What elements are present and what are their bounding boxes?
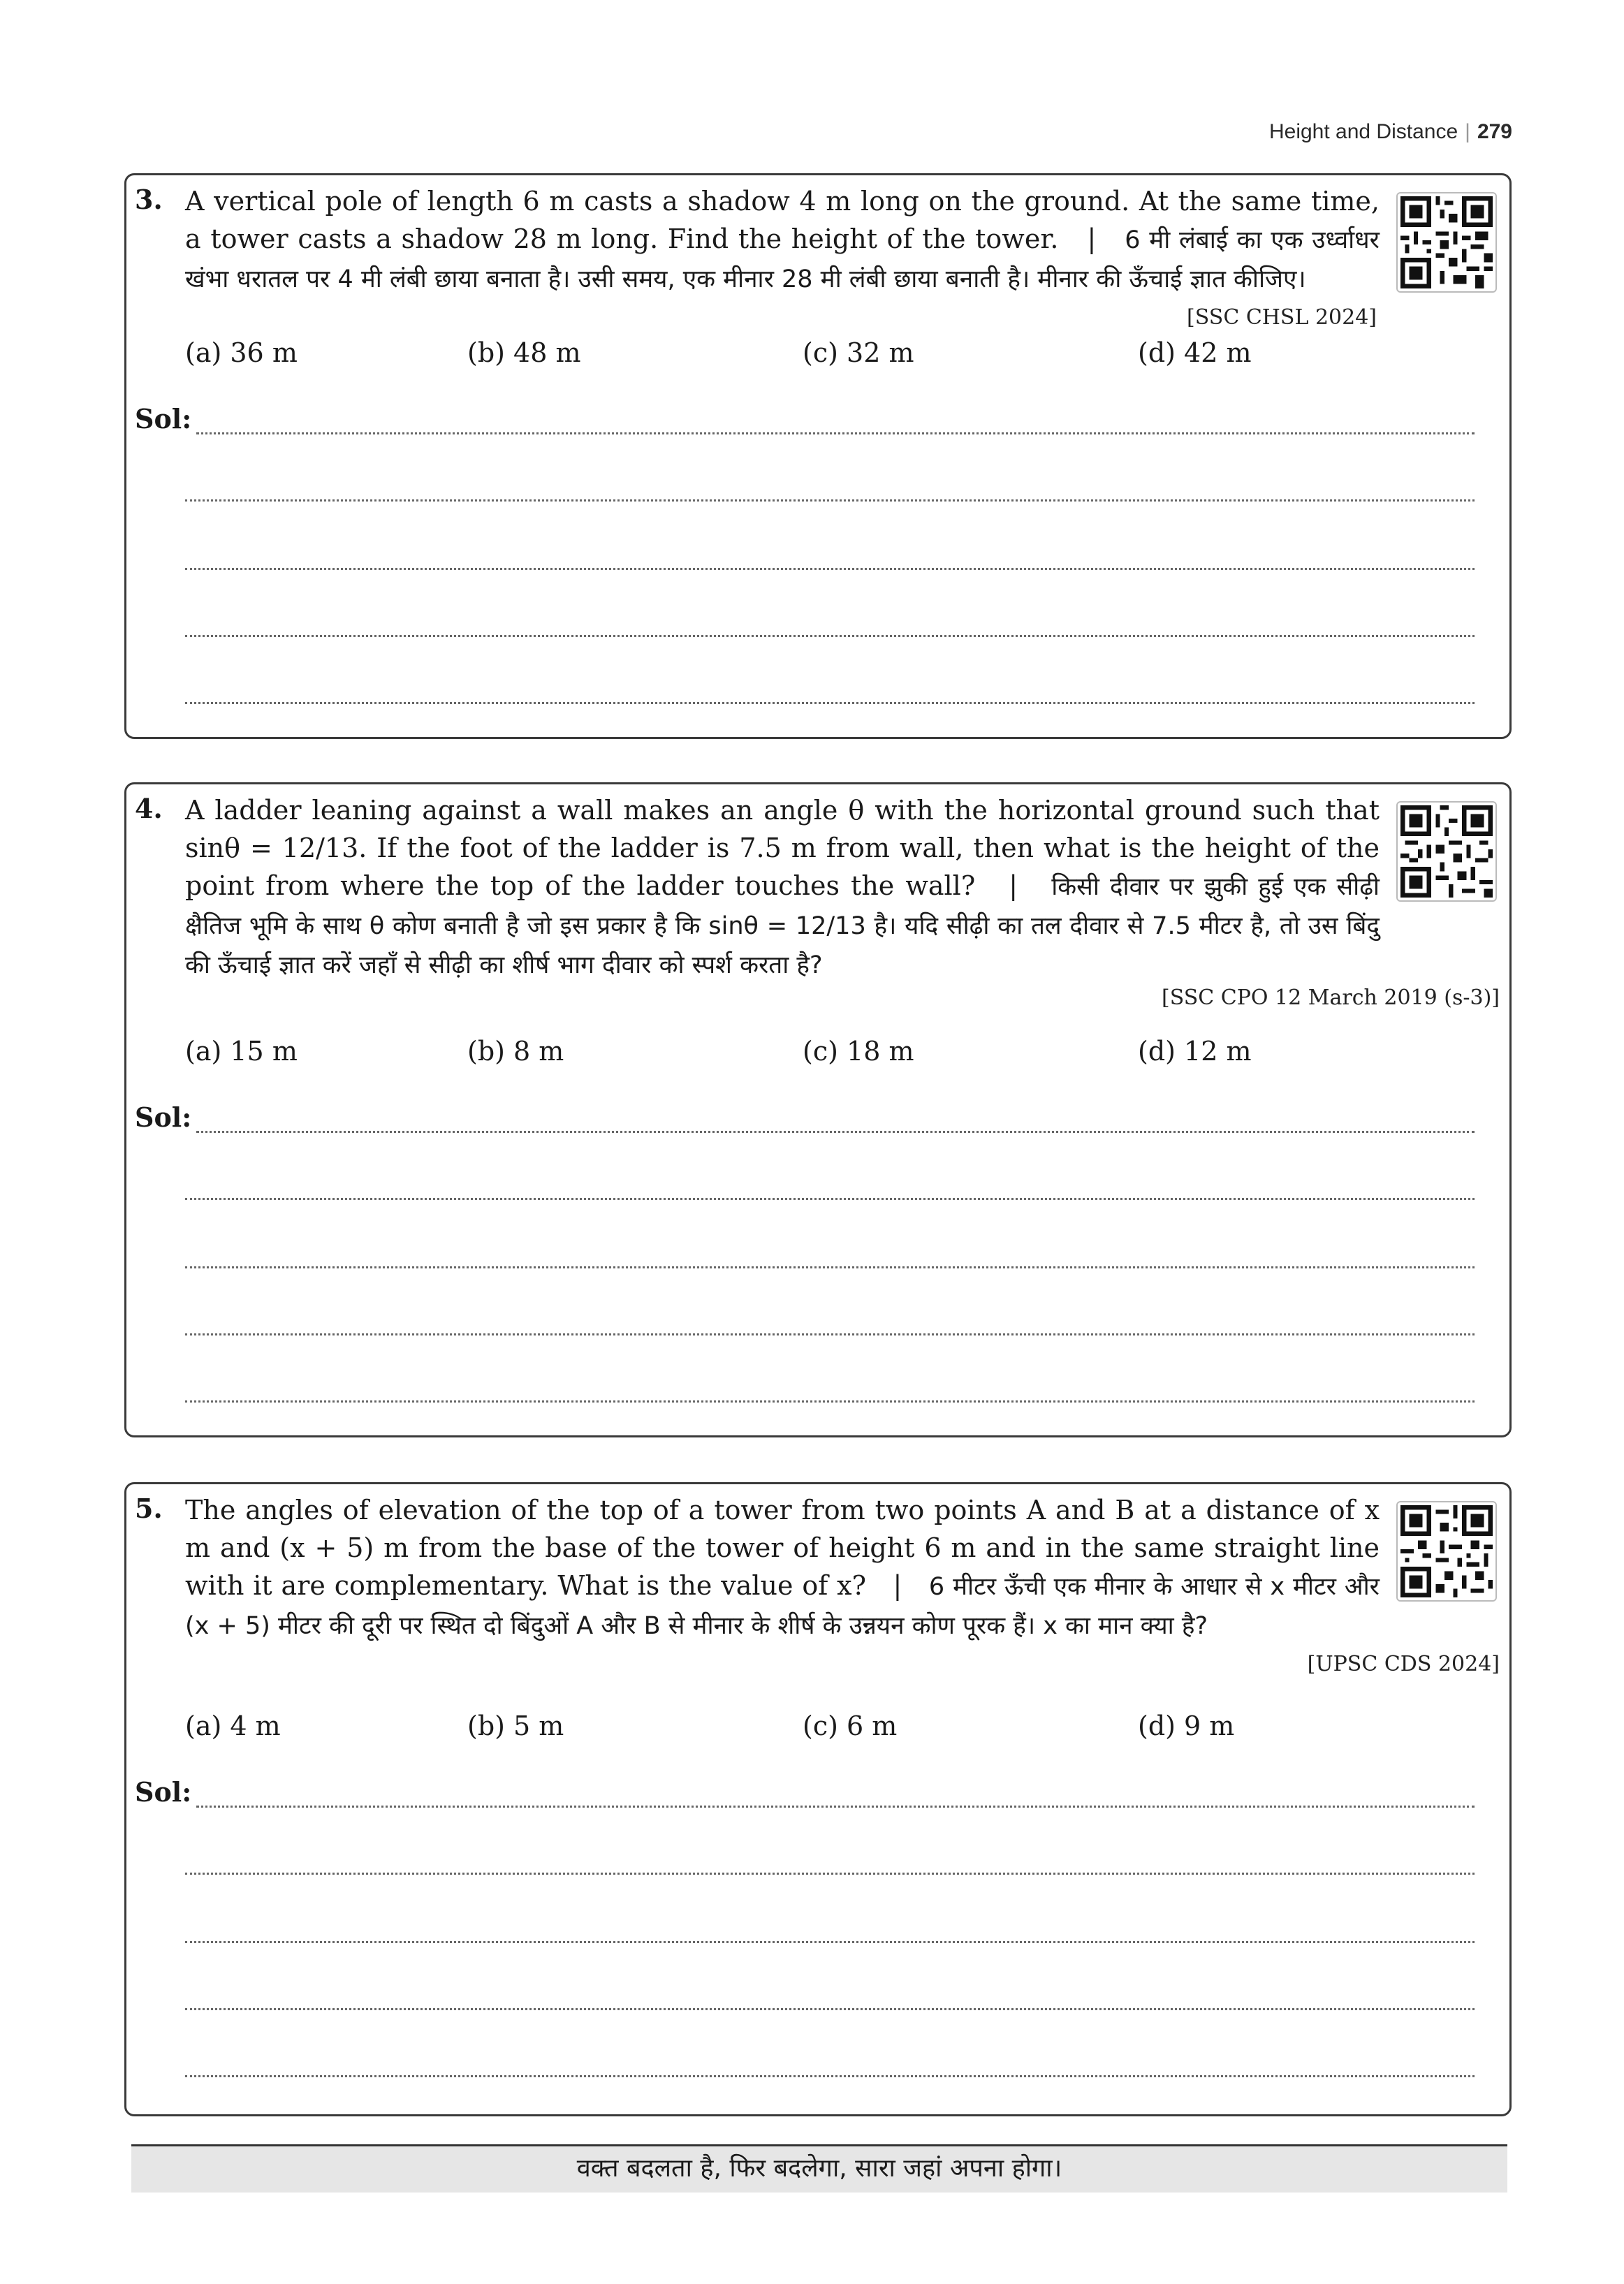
language-separator: | (1087, 224, 1097, 254)
option-b[interactable]: (b) 5 m (467, 1711, 564, 1741)
qr-code-icon[interactable] (1396, 192, 1497, 293)
footer-motto-banner (131, 2144, 1507, 2193)
option-d[interactable]: (d) 12 m (1138, 1036, 1252, 1067)
solution-label: Sol: (135, 403, 192, 434)
option-a[interactable]: (a) 4 m (185, 1711, 281, 1741)
solution-line[interactable] (196, 1131, 1475, 1133)
option-a[interactable]: (a) 15 m (185, 1036, 298, 1067)
option-a[interactable]: (a) 36 m (185, 337, 298, 368)
option-b[interactable]: (b) 8 m (467, 1036, 564, 1067)
solution-line[interactable] (185, 1941, 1475, 1943)
solution-line[interactable] (185, 568, 1475, 570)
solution-line[interactable] (185, 2075, 1475, 2077)
question-text (185, 1491, 1380, 1645)
solution-line[interactable] (196, 1806, 1475, 1808)
option-c[interactable]: (c) 6 m (803, 1711, 898, 1741)
question-text-english: A vertical pole of length 6 m casts a shadow 4 m long on the ground. At the same time, a tower casts a shadow 28 m long. Find the height of the tower. (185, 186, 1380, 254)
question-text (185, 791, 1380, 984)
option-c[interactable]: (c) 18 m (803, 1036, 914, 1067)
language-separator: | (1009, 870, 1018, 901)
question-number: 5. (135, 1493, 163, 1524)
solution-line[interactable] (185, 1266, 1475, 1268)
solution-line[interactable] (185, 702, 1475, 704)
solution-line[interactable] (185, 2008, 1475, 2010)
exam-source: [UPSC CDS 2024] (1307, 1652, 1500, 1676)
option-d[interactable]: (d) 9 m (1138, 1711, 1235, 1741)
language-separator: | (893, 1570, 902, 1601)
solution-label: Sol: (135, 1776, 192, 1808)
question-card-3 (124, 173, 1512, 739)
option-d[interactable]: (d) 42 m (1138, 337, 1252, 368)
exam-source: [SSC CPO 12 March 2019 (s-3)] (1162, 986, 1500, 1010)
question-text-hindi: किसी दीवार पर झुकी हुई एक सीढ़ी क्षैतिज भूमि के साथ θ कोण बनाती है जो इस प्रकार है कि sinθ = 12/13 है। यदि सीढ़ी का तल दीवार से 7.5 मीटर है, तो उस बिंदु की ऊँचाई ज्ञात करें जहाँ से सीढ़ी का शीर्ष भाग दीवार को स्पर्श करता है? (185, 873, 1380, 979)
option-b[interactable]: (b) 48 m (467, 337, 581, 368)
solution-line[interactable] (185, 635, 1475, 637)
question-text (185, 182, 1380, 298)
solution-line[interactable] (185, 1198, 1475, 1200)
question-card-4 (124, 782, 1512, 1437)
qr-code-icon[interactable] (1396, 1501, 1497, 1602)
solution-line[interactable] (185, 1333, 1475, 1335)
question-card-5 (124, 1482, 1512, 2116)
solution-label: Sol: (135, 1101, 192, 1133)
solution-line[interactable] (185, 1873, 1475, 1875)
option-c[interactable]: (c) 32 m (803, 337, 914, 368)
question-text-english: A ladder leaning against a wall makes an angle θ with the horizontal ground such that sinθ = 12/13. If the foot of the ladder is 7.5 m from wall, then what is the height of the point from where the top of the ladder touches the wall? (185, 795, 1380, 901)
solution-line[interactable] (196, 432, 1475, 434)
question-number: 3. (135, 184, 163, 215)
footer-motto: वक्त बदलता है, फिर बदलेगा, सारा जहां अपना होगा। (576, 2154, 1062, 2183)
qr-code-icon[interactable] (1396, 801, 1497, 902)
question-text-english: The angles of elevation of the top of a tower from two points A and B at a distance of x m and (x + 5) m from the base of the tower of height 6 m and in the same straight line with it are complementary. What is the value of x? (185, 1495, 1380, 1601)
page-header (1269, 120, 1512, 144)
question-text-hindi: 6 मी लंबाई का एक उर्ध्वाधर खंभा धरातल पर 4 मी लंबी छाया बनाता है। उसी समय, एक मीनार 28 मी लंबी छाया बनाती है। मीनार की ऊँचाई ज्ञात कीजिए। (185, 226, 1380, 293)
header-separator: | (1465, 120, 1470, 143)
section-title: Height and Distance (1268, 120, 1458, 143)
page-number: 279 (1477, 120, 1512, 143)
question-number: 4. (135, 793, 163, 824)
exam-source: [SSC CHSL 2024] (1187, 305, 1377, 330)
question-text-hindi: 6 मीटर ऊँची एक मीनार के आधार से x मीटर और (x + 5) मीटर की दूरी पर स्थित दो बिंदुओं A और B से मीनार के शीर्ष के उन्नयन कोण पूरक हैं। x का मान क्या है? (185, 1573, 1380, 1640)
solution-line[interactable] (185, 499, 1475, 502)
solution-line[interactable] (185, 1400, 1475, 1403)
